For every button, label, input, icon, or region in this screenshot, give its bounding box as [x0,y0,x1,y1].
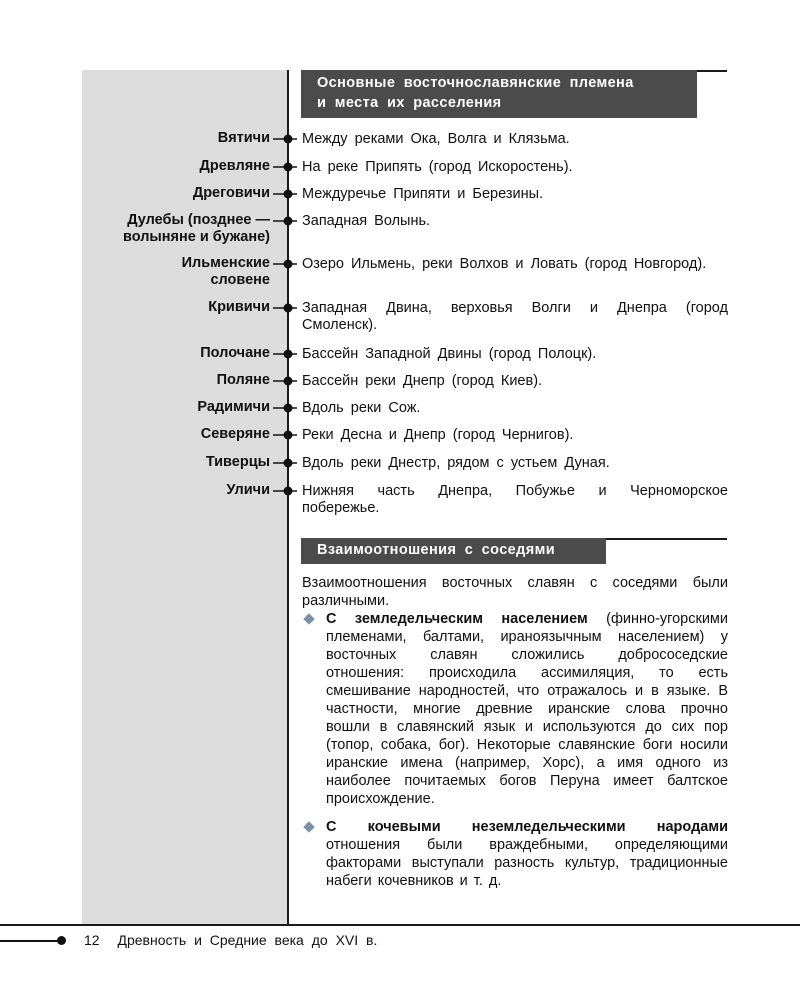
settlement-place: Вдоль реки Днестр, рядом с устьем Дуная. [302,455,610,471]
diamond-bullet-icon [303,613,314,624]
tribe-name: Тиверцы [205,454,270,470]
settlement-place: Нижняя часть Днепра, Побужье и Черноморское побережье. [302,483,728,516]
tribe-name: Полочане [200,345,270,361]
footer-bullet-icon [57,936,66,945]
footer-dash [0,940,62,942]
connector-dot-icon [273,457,297,469]
diamond-bullet-icon [303,821,314,832]
bullet-bold-lead: С кочевыми неземледельческими народами [326,819,728,835]
bullet-bold-lead: С земледельческим населением [326,611,588,627]
connector-dot-icon [273,429,297,441]
tribe-name: Вятичи [217,130,270,146]
settlement-place: Западная Двина, верховья Волги и Днепра (город Смоленск). [302,300,728,333]
bullet-item [302,610,728,808]
footer-rule [0,924,800,926]
settlement-place: Реки Десна и Днепр (город Чернигов). [302,427,574,443]
header-rule [697,70,727,72]
bullet-item [302,818,728,890]
tribe-name: Кривичи [208,299,270,315]
bullet-body: отношения были враждебными, определяющими факторами выступали разность культур, традиционные набеги кочевников и т. д. [326,837,728,889]
tribes-section-header [301,70,697,118]
bullet-text [326,610,728,808]
tribe-name: Радимичи [197,399,270,415]
connector-dot-icon [273,402,297,414]
tribe-name: Северяне [200,426,270,442]
tribe-name: Ильменские словене [181,255,270,288]
settlement-place: Бассейн Западной Двины (город Полоцк). [302,346,597,362]
page-footer [84,932,377,948]
connector-dot-icon [273,348,297,360]
tribe-name: Уличи [226,482,270,498]
connector-dot-icon [273,258,297,270]
tribe-name: Дреговичи [192,185,270,201]
settlement-place: Озеро Ильмень, реки Волхов и Ловать (город Новгород). [302,256,707,272]
settlement-place: Междуречье Припяти и Березины. [302,186,544,202]
tribe-name: Дулебы (позднее — волыняне и бужане) [122,212,270,245]
connector-dot-icon [273,375,297,387]
tribe-name: Поляне [216,372,270,388]
connector-dot-icon [273,133,297,145]
connector-dot-icon [273,485,297,497]
running-title: Древность и Средние века до XVI в. [117,932,378,948]
relations-header-text: Взаимоотношения с соседями [317,542,556,558]
header-rule [606,538,727,540]
connector-dot-icon [273,215,297,227]
settlement-place: На реке Припять (город Искоростень). [302,159,573,175]
settlement-place: Вдоль реки Сож. [302,400,421,416]
connector-dot-icon [273,188,297,200]
connector-dot-icon [273,302,297,314]
settlement-place: Бассейн реки Днепр (город Киев). [302,373,543,389]
bullet-text [326,818,728,890]
tribes-header-text: Основные восточнославянские племена и места их расселения [317,75,634,111]
settlement-place: Западная Волынь. [302,213,431,229]
bullet-body: (финно-угорскими племенами, балтами, ираноязычным населением) у восточных славян сложились добрососедские отношения: происходила ассимиляция, то есть смешивание народностей, что отражалось и в языке. В частности, многие древние иранские слова прочно вошли в славянский язык и используются до сих пор (топор, собака, бог). Некоторые славянские боги носили иранские имена (например, Хорс), а имя одного из наиболее почитаемых богов Перуна имеет балтское происхождение. [326,611,729,807]
page-number: 12 [84,932,100,948]
relations-intro: Взаимоотношения восточных славян с соседями были различными. [302,575,728,609]
settlement-place: Между реками Ока, Волга и Клязьма. [302,131,570,147]
relations-section-header [301,538,606,564]
tribe-name: Древляне [199,158,270,174]
connector-dot-icon [273,161,297,173]
